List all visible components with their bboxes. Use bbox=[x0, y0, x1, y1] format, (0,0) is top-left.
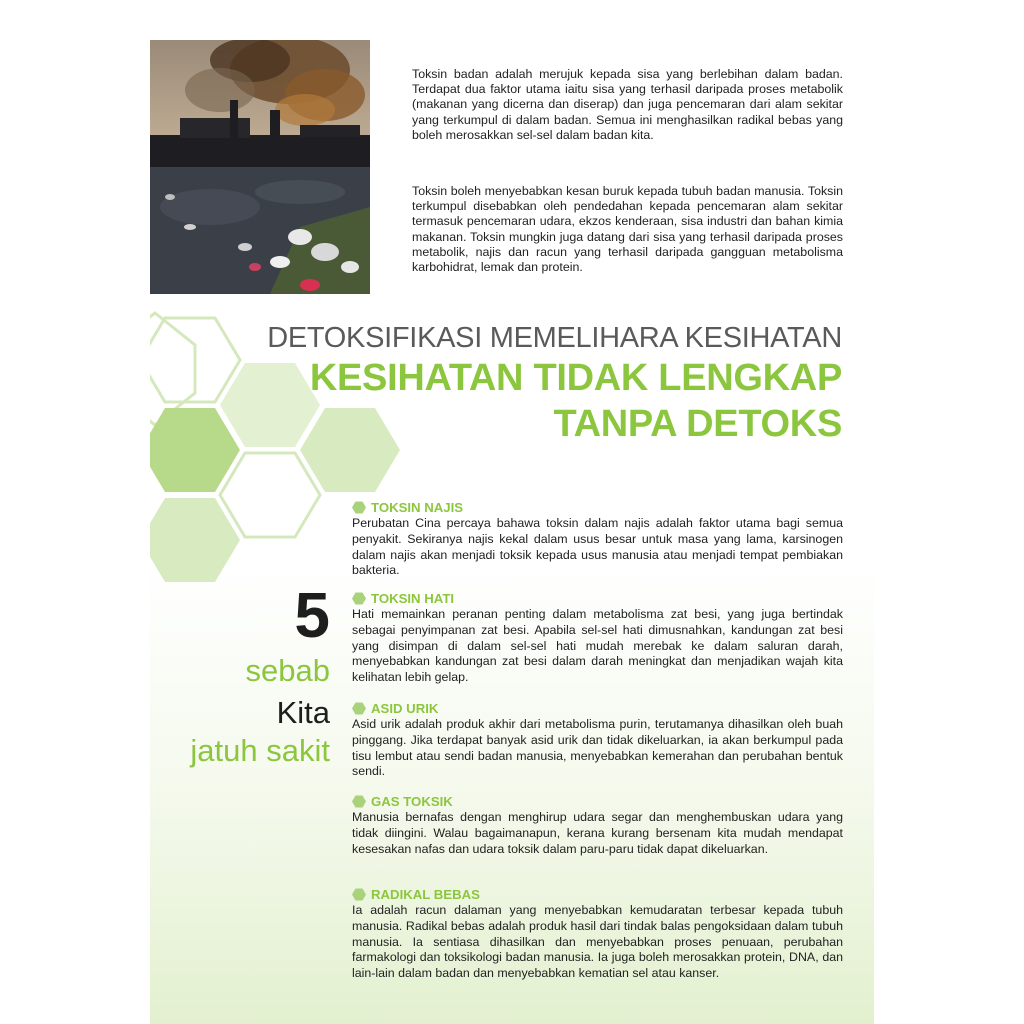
headline-subtitle: DETOKSIFIKASI MEMELIHARA KESIHATAN bbox=[267, 322, 842, 354]
polluted-river-photo bbox=[150, 167, 370, 294]
cause-heading: RADIKAL BEBAS bbox=[371, 886, 480, 902]
cause-heading: TOKSIN HATI bbox=[371, 590, 455, 606]
intro-paragraph-1: Toksin badan adalah merujuk kepada sisa yang berlebihan dalam badan. Terdapat dua faktor utama iaitu sisa yang terhasil daripada proses metabolik (makanan yang dicerna dan diserap) dan juga pencemaran dari alam sekitar yang terkumpul di dalam badan. Semua ini menghasilkan radikal bebas yang boleh merosakkan sel-sel dalam badan kita. bbox=[412, 67, 843, 142]
cause-body: Perubatan Cina percaya bahawa toksin dalam najis adalah faktor utama bagi semua penyakit. Sekiranya najis kekal dalam usus besar untuk masa yang lama, karsinogen dalam najis akan menjadi toksik kepada usus manusia atau menjadi tempat pembiakan bakteria. bbox=[352, 516, 843, 578]
hexagon-bullet-icon bbox=[352, 888, 366, 901]
side-title-line-1: sebab bbox=[245, 653, 330, 688]
cause-item bbox=[352, 699, 843, 780]
cause-item bbox=[352, 589, 843, 686]
cause-item bbox=[352, 792, 843, 857]
side-title-line-3: jatuh sakit bbox=[190, 733, 330, 768]
cause-body: Ia adalah racun dalaman yang menyebabkan kemudaratan terbesar kepada tubuh manusia. Radikal bebas adalah produk hasil dari tindak balas pengoksidaan dalam tubuh manusia. Ia sentiasa dihasilkan dan menyebabkan proses penuaan, perubahan farmakologi dan toksikologi badan manusia. Ia juga boleh merosakkan protein, DNA, dan lain-lain dalam badan dan menyebabkan kematian sel atau kanser. bbox=[352, 903, 843, 981]
cause-body: Hati memainkan peranan penting dalam metabolisma zat besi, yang juga bertindak sebagai penyimpanan zat besi. Apabila sel-sel hati dimusnahkan, kandungan zat besi yang disimpan di dalam sel-sel hati mudah merebak ke dalam saluran darah, menyebabkan kandungan zat besi dalam darah meningkat dan menjadikan wajah kita kelihatan lebih gelap. bbox=[352, 607, 843, 685]
side-title-line-2: Kita bbox=[276, 695, 330, 730]
cause-item bbox=[352, 885, 843, 982]
cause-body: Manusia bernafas dengan menghirup udara segar dan menghembuskan udara yang tidak diingini. Walau bagaimanapun, kerana kurang bersenam kita mudah mendapat kesesakan nafas dan udara toksik dalam paru-paru tidak dapat dikeluarkan. bbox=[352, 810, 843, 856]
factory-smoke-photo bbox=[150, 40, 370, 167]
side-title-number: 5 bbox=[294, 579, 330, 651]
intro-paragraph-2: Toksin boleh menyebabkan kesan buruk kepada tubuh badan manusia. Toksin terkumpul disebabkan oleh pendedahan kepada pencemaran alam sekitar termasuk pencemaran udara, ekzos kenderaan, sisa industri dan bahan kimia makanan. Toksin mungkin juga datang dari sisa yang terhasil daripada proses metabolik, najis dan racun yang terhasil daripada gangguan metabolisma karbohidrat, lemak dan protein. bbox=[412, 184, 843, 275]
hexagon-bullet-icon bbox=[352, 795, 366, 808]
cause-heading: GAS TOKSIK bbox=[371, 793, 453, 809]
cause-body: Asid urik adalah produk akhir dari metabolisma purin, terutamanya dihasilkan oleh buah pinggang. Jika terdapat banyak asid urik dan tidak dikeluarkan, ia akan berkumpul pada tisu lembut atau sendi badan manusia, menyebabkan kemerahan dan perubahan bentuk sendi. bbox=[352, 717, 843, 779]
cause-item bbox=[352, 498, 843, 579]
headline-title-line-2: TANPA DETOKS bbox=[553, 403, 842, 445]
hexagon-bullet-icon bbox=[352, 702, 366, 715]
cause-heading: TOKSIN NAJIS bbox=[371, 499, 464, 515]
hexagon-bullet-icon bbox=[352, 592, 366, 605]
cause-heading: ASID URIK bbox=[371, 700, 439, 716]
hexagon-bullet-icon bbox=[352, 501, 366, 514]
headline-title-line-1: KESIHATAN TIDAK LENGKAP bbox=[309, 357, 842, 399]
